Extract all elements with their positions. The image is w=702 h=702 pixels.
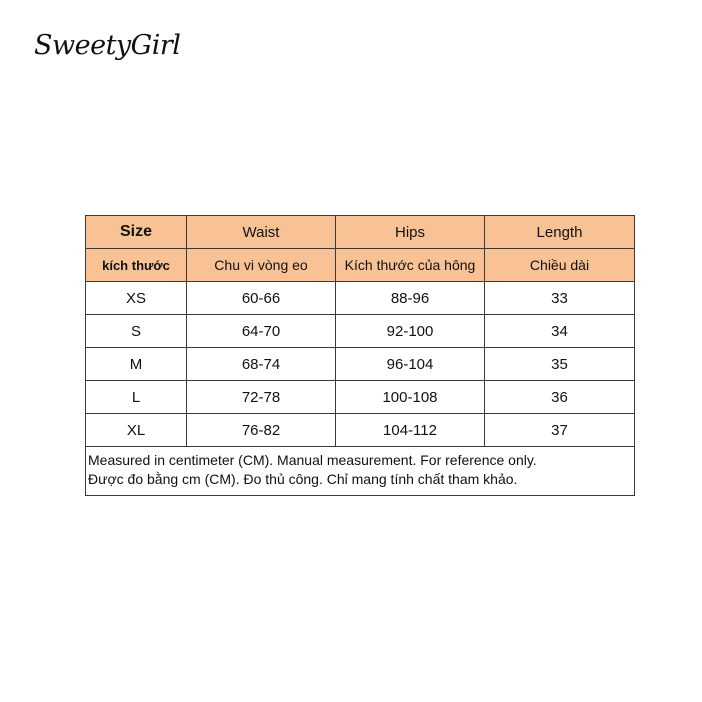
cell-hips: 96-104	[336, 348, 485, 381]
cell-size: M	[86, 348, 187, 381]
note-vietnamese: Được đo bằng cm (CM). Đo thủ công. Chỉ mang tính chất tham khảo.	[88, 471, 518, 487]
cell-length: 33	[485, 282, 635, 315]
cell-waist: 72-78	[187, 381, 336, 414]
cell-waist: 68-74	[187, 348, 336, 381]
measurement-note	[86, 447, 635, 496]
cell-waist: 76-82	[187, 414, 336, 447]
subheader-length: Chiều dài	[485, 249, 635, 282]
cell-size: S	[86, 315, 187, 348]
cell-waist: 60-66	[187, 282, 336, 315]
header-hips: Hips	[336, 216, 485, 249]
header-size: Size	[86, 216, 187, 249]
cell-waist: 64-70	[187, 315, 336, 348]
cell-length: 37	[485, 414, 635, 447]
subheader-hips: Kích thước của hông	[336, 249, 485, 282]
table-subheader-row	[86, 249, 635, 282]
header-waist: Waist	[187, 216, 336, 249]
cell-hips: 92-100	[336, 315, 485, 348]
table-row	[86, 315, 635, 348]
cell-size: L	[86, 381, 187, 414]
table-row	[86, 348, 635, 381]
cell-length: 35	[485, 348, 635, 381]
cell-size: XL	[86, 414, 187, 447]
table-note-row	[86, 447, 635, 496]
cell-length: 34	[485, 315, 635, 348]
cell-hips: 104-112	[336, 414, 485, 447]
subheader-waist: Chu vi vòng eo	[187, 249, 336, 282]
table-row	[86, 381, 635, 414]
cell-hips: 88-96	[336, 282, 485, 315]
brand-logo: SweetyGirl	[34, 30, 181, 61]
table-header-row	[86, 216, 635, 249]
cell-size: XS	[86, 282, 187, 315]
cell-length: 36	[485, 381, 635, 414]
table-row	[86, 414, 635, 447]
subheader-size: kích thước	[86, 249, 187, 282]
size-chart-table	[85, 215, 635, 496]
note-english: Measured in centimeter (CM). Manual measurement. For reference only.	[88, 452, 537, 468]
header-length: Length	[485, 216, 635, 249]
cell-hips: 100-108	[336, 381, 485, 414]
table-row	[86, 282, 635, 315]
